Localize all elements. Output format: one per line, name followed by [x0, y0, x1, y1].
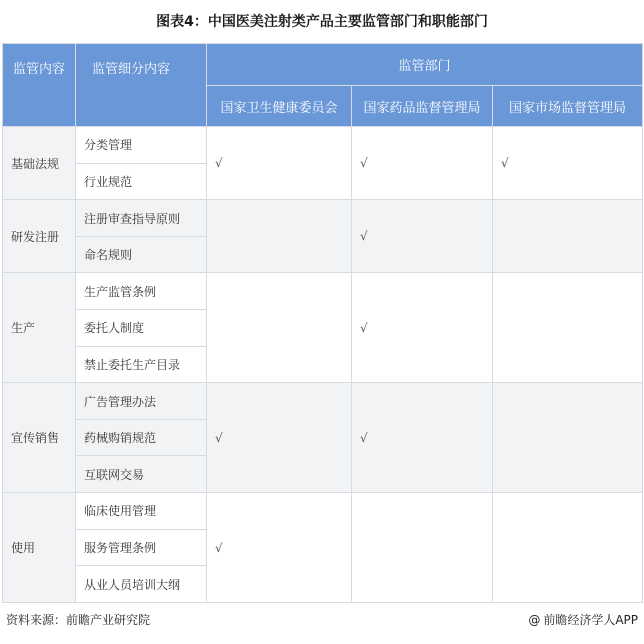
- mark-cell-nmpa: √: [352, 200, 493, 273]
- table-row: [3, 493, 643, 530]
- brand-name: 前瞻经济学人APP: [543, 613, 638, 627]
- header-regulatory-department: 监管部门: [207, 44, 643, 86]
- subitem-cell: 互联网交易: [76, 456, 207, 493]
- mark-cell-nhc: [207, 273, 352, 383]
- category-cell: 宣传销售: [3, 383, 76, 493]
- mark-cell-samr: [493, 493, 643, 603]
- header-dept-samr: 国家市场监督管理局: [493, 86, 643, 127]
- mark-cell-nhc: √: [207, 127, 352, 200]
- subitem-cell: 临床使用管理: [76, 493, 207, 530]
- mark-cell-nmpa: √: [352, 383, 493, 493]
- subitem-cell: 委托人制度: [76, 310, 207, 347]
- header-dept-nhc: 国家卫生健康委员会: [207, 86, 352, 127]
- table-row: [3, 127, 643, 164]
- subitem-cell: 注册审查指导原则: [76, 200, 207, 237]
- mark-cell-nmpa: √: [352, 273, 493, 383]
- mark-cell-nhc: [207, 200, 352, 273]
- category-cell: 研发注册: [3, 200, 76, 273]
- at-sign-icon: @: [528, 613, 541, 627]
- source-note: 资料来源：前瞻产业研究院: [6, 613, 151, 627]
- mark-cell-samr: [493, 383, 643, 493]
- subitem-cell: 广告管理办法: [76, 383, 207, 420]
- mark-cell-nmpa: [352, 493, 493, 603]
- mark-cell-nhc: √: [207, 493, 352, 603]
- subitem-cell: 服务管理条例: [76, 529, 207, 566]
- mark-cell-nmpa: √: [352, 127, 493, 200]
- subitem-cell: 命名规则: [76, 236, 207, 273]
- subitem-cell: 药械购销规范: [76, 419, 207, 456]
- mark-cell-samr: [493, 273, 643, 383]
- table-row: [3, 200, 643, 237]
- category-cell: 生产: [3, 273, 76, 383]
- regulation-table: [2, 43, 643, 603]
- table-row: [3, 273, 643, 310]
- category-cell: 基础法规: [3, 127, 76, 200]
- subitem-cell: 禁止委托生产目录: [76, 346, 207, 383]
- header-regulatory-subcontent: 监管细分内容: [76, 44, 207, 127]
- mark-cell-samr: [493, 200, 643, 273]
- subitem-cell: 行业规范: [76, 163, 207, 200]
- page-title: 图表4：中国医美注射类产品主要监管部门和职能部门: [156, 14, 488, 30]
- category-cell: 使用: [3, 493, 76, 603]
- table-row: [3, 383, 643, 420]
- subitem-cell: 从业人员培训大纲: [76, 566, 207, 603]
- header-regulatory-content: 监管内容: [3, 44, 76, 127]
- header-dept-nmpa: 国家药品监督管理局: [352, 86, 493, 127]
- mark-cell-nhc: √: [207, 383, 352, 493]
- mark-cell-samr: √: [493, 127, 643, 200]
- subitem-cell: 生产监管条例: [76, 273, 207, 310]
- subitem-cell: 分类管理: [76, 127, 207, 164]
- brand-credit: [528, 611, 638, 628]
